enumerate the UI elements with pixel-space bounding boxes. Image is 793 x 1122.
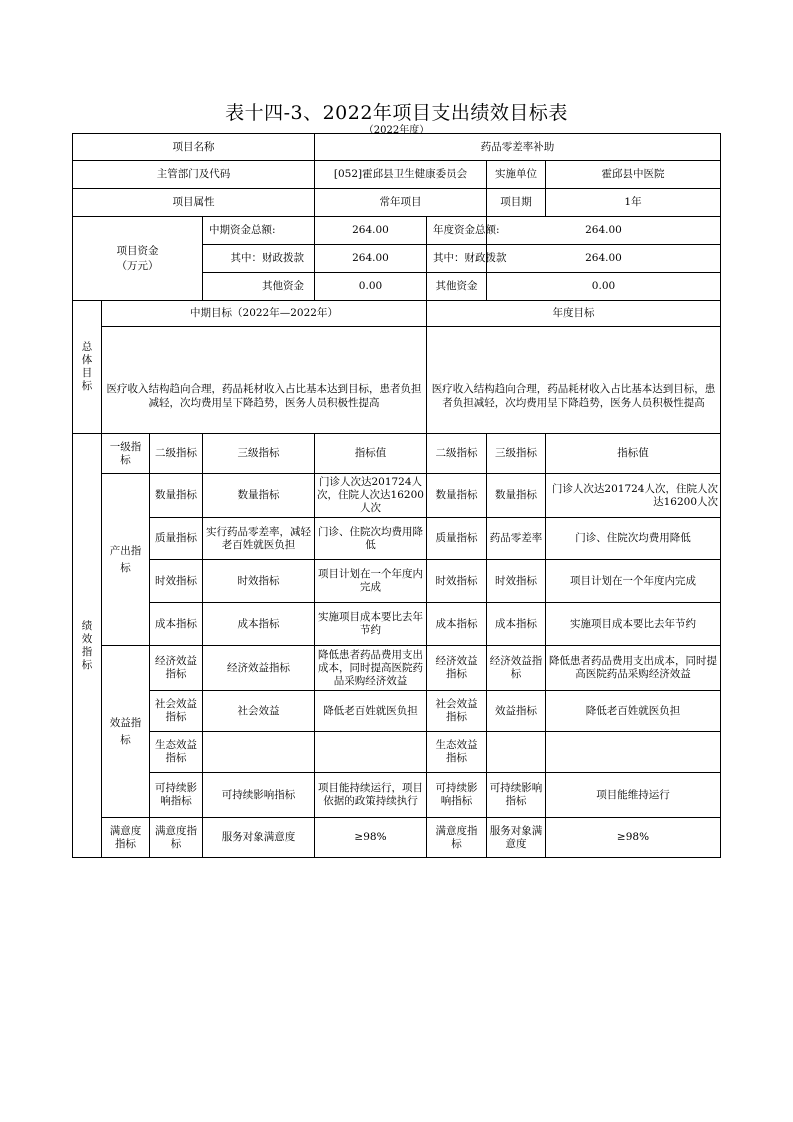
year-goal-header: 年度目标 [427,301,721,327]
value-header: 指标值 [315,434,427,474]
period-value: 1年 [546,189,721,217]
level3-cell: 时效指标 [203,560,315,603]
value-cell: 降低老百姓就医负担 [315,691,427,732]
value-cell-b: 降低患者药品费用支出成本，同时提高医院药品采购经济效益 [546,646,721,691]
level2-cell: 时效指标 [150,560,203,603]
value-cell-b: ≥98% [546,818,721,858]
value-cell-b: 门诊人次达201724人次，住院人次达16200人次 [546,474,721,518]
level3-cell: 数量指标 [203,474,315,518]
project-name-label: 项目名称 [73,134,315,161]
level3-cell-b: 时效指标 [487,560,546,603]
level2-cell-b: 质量指标 [427,518,487,560]
value-cell-b: 门诊、住院次均费用降低 [546,518,721,560]
mid-other-label: 其他资金 [203,273,315,301]
level2-cell-b: 社会效益 指标 [427,691,487,732]
period-label: 项目期 [487,189,546,217]
value-cell: ≥98% [315,818,427,858]
level2-cell: 经济效益 指标 [150,646,203,691]
level2-cell-b: 满意度指 标 [427,818,487,858]
level3-header: 三级指标 [203,434,315,474]
level3-cell-b: 可持续影响指标 [487,773,546,818]
year-fiscal-label [427,245,507,273]
level3-cell-b [487,732,546,773]
level2-cell-b: 成本指标 [427,603,487,646]
level2-cell-b: 数量指标 [427,474,487,518]
level3-cell-b: 效益指标 [487,691,546,732]
table-row [73,818,721,858]
attr-value: 常年项目 [315,189,487,217]
value-cell: 门诊人次达201724人次，住院人次达16200人次 [315,474,427,518]
dept-label: 主管部门及代码 [73,161,315,189]
level3-header-b: 三级指标 [487,434,546,474]
level2-cell-b: 经济效益 指标 [427,646,487,691]
value-cell [315,732,427,773]
unit-value: 霍邱县中医院 [546,161,721,189]
value-cell: 项目能持续运行，项目依据的政策持续执行 [315,773,427,818]
year-other-value: 0.00 [487,273,721,301]
level2-cell: 满意度指 标 [150,818,203,858]
project-name: 药品零差率补助 [315,134,721,161]
satisfaction-label: 满意度 指标 [102,818,150,858]
mid-total-value: 264.00 [315,217,427,245]
level2-header: 二级指标 [150,434,203,474]
value-cell-b: 项目计划在一个年度内完成 [546,560,721,603]
year-total-label [427,217,500,245]
mid-fiscal-label: 其中：财政拨款 [203,245,315,273]
level2-cell: 可持续影 响指标 [150,773,203,818]
table-row [73,732,721,773]
level3-cell-b: 数量指标 [487,474,546,518]
mid-goal-header: 中期目标（2022年—2022年） [102,301,427,327]
value-cell: 实施项目成本要比去年节约 [315,603,427,646]
table-row [73,474,721,518]
performance-table [72,133,721,858]
table-row [73,560,721,603]
level3-cell-b: 成本指标 [487,603,546,646]
level3-cell: 经济效益指标 [203,646,315,691]
page-title: 表十四-3、2022年项目支出绩效目标表 [225,102,568,124]
value-cell: 降低患者药品费用支出成本，同时提高医院药品采购经济效益 [315,646,427,691]
level3-cell-b: 经济效益指标 [487,646,546,691]
table-row [73,518,721,560]
dept-value: [052]霍邱县卫生健康委员会 [315,161,487,189]
level2-cell-b: 时效指标 [427,560,487,603]
table-row [73,646,721,691]
level3-cell: 社会效益 [203,691,315,732]
level2-cell-b: 生态效益 指标 [427,732,487,773]
level3-cell: 实行药品零差率，减轻老百姓就医负担 [203,518,315,560]
value-cell: 门诊、住院次均费用降低 [315,518,427,560]
year-total-label-text: 年度资金总额: [433,224,500,236]
output-label: 产出指 标 [102,474,150,646]
table-row [73,773,721,818]
goals-label: 总 体 目 标 [73,301,102,434]
level3-cell: 服务对象满意度 [203,818,315,858]
year-other-label: 其他资金 [427,273,487,301]
mid-goal-text: 医疗收入结构趋向合理，药品耗材收入占比基本达到目标，患者负担减轻，次均费用呈下降趋势，医务人员积极性提高 [102,327,427,434]
level2-cell-b: 可持续影 响指标 [427,773,487,818]
level2-cell: 数量指标 [150,474,203,518]
level2-header-b: 二级指标 [427,434,487,474]
funds-label: 项目资金 （万元） [73,217,203,301]
value-cell-b: 项目能维持运行 [546,773,721,818]
page-subtitle: （2022年度） [363,125,430,136]
mid-total-label: 中期资金总额: [203,217,315,245]
mid-fiscal-value: 264.00 [315,245,427,273]
year-total-value: 264.00 [487,217,721,245]
level1-header: 一级指 标 [102,434,150,474]
level2-cell: 社会效益 指标 [150,691,203,732]
level3-cell [203,732,315,773]
table-row [73,691,721,732]
year-fiscal-label-text: 其中：财政拨款 [433,252,507,264]
perf-label: 绩 效 指 标 [73,434,102,858]
value-header-b: 指标值 [546,434,721,474]
level2-cell: 成本指标 [150,603,203,646]
year-fiscal-value: 264.00 [487,245,721,273]
level3-cell: 成本指标 [203,603,315,646]
effect-label: 效益指 标 [102,646,150,818]
value-cell-b: 实施项目成本要比去年节约 [546,603,721,646]
level3-cell-b: 药品零差率 [487,518,546,560]
unit-label: 实施单位 [487,161,546,189]
value-cell-b [546,732,721,773]
year-goal-text: 医疗收入结构趋向合理，药品耗材收入占比基本达到目标，患者负担减轻，次均费用呈下降趋势，医务人员积极性提高 [427,327,721,434]
level3-cell: 可持续影响指标 [203,773,315,818]
level2-cell: 生态效益 指标 [150,732,203,773]
table-row [73,603,721,646]
level2-cell: 质量指标 [150,518,203,560]
value-cell: 项目计划在一个年度内完成 [315,560,427,603]
attr-label: 项目属性 [73,189,315,217]
mid-other-value: 0.00 [315,273,427,301]
level3-cell-b: 服务对象满意度 [487,818,546,858]
value-cell-b: 降低老百姓就医负担 [546,691,721,732]
